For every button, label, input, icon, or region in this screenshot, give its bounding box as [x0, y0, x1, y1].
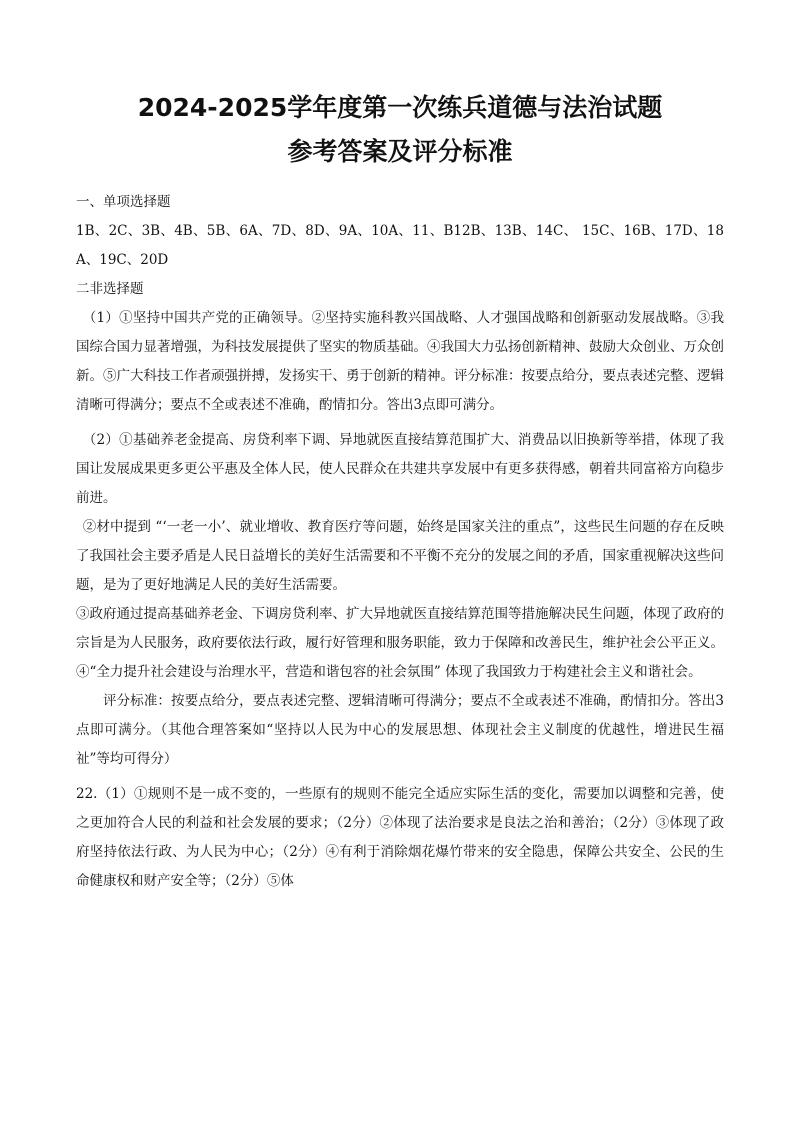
question-2-point-2: ②材中提到 “‘一老一小’、就业增收、教育医疗等问题，始终是国家关注的重点”，这些民生问题的存在反映了我国社会主要矛盾是人民日益增长的美好生活需要和不平衡不充分的发展之间的矛盾，国家重视解决这些问题，是为了更好地满足人民的美好生活需要。: [76, 519, 724, 593]
question-2-scoring: 评分标准：按要点给分，要点表述完整、逻辑清晰可得满分；要点不全或表述不准确，酌情扣分。答出3点即可满分。（其他合理答案如“坚持以人民为中心的发展思想、体现社会主义制度的优越性，增进民生福祉”等均可得分）: [76, 693, 724, 767]
question-1-answer: （1）①坚持中国共产党的正确领导。②坚持实施科教兴国战略、人才强国战略和创新驱动发展战略。③我国综合国力显著增强，为科技发展提供了坚实的物质基础。④我国大力弘扬创新精神、鼓励大众创业、万众创新。⑤广大科技工作者顽强拼搏，发扬实干、勇于创新的精神。评分标准：按要点给分，要点表述完整、逻辑清晰可得满分；要点不全或表述不准确，酌情扣分。答出3点即可满分。: [76, 310, 724, 413]
section-heading-non-choice: 二非选择题: [76, 281, 144, 297]
question-2-point-1: （2）①基础养老金提高、房贷利率下调、异地就医直接结算范围扩大、消费品以旧换新等举措，体现了我国让发展成果更多更公平惠及全体人民，使人民群众在共建共享发展中有更多获得感，朝着共同富裕方向稳步前进。: [76, 432, 724, 506]
multiple-choice-answers: 1B、2C、3B、4B、5B、6A、7D、8D、9A、10A、11、B12B、13B、14C、 15C、16B、17D、18A、19C、20D: [76, 223, 724, 268]
question-2-point-3: ③政府通过提高基础养老金、下调房贷利率、扩大异地就医直接结算范围等措施解决民生问题，体现了政府的宗旨是为人民服务，政府要依法行政，履行好管理和服务职能，致力于保障和改善民生，维护社会公平正义。: [76, 606, 724, 651]
document-subtitle: 参考答案及评分标准: [287, 137, 513, 166]
section-heading-multiple-choice: 一、单项选择题: [76, 194, 171, 210]
question-2-point-4: ④“全力提升社会建设与治理水平，营造和谐包容的社会氛围” 体现了我国致力于构建社会主义和谐社会。: [76, 664, 702, 680]
question-22-answer: 22.（1）①规则不是一成不变的，一些原有的规则不能完全适应实际生活的变化，需要加以调整和完善，使之更加符合人民的利益和社会发展的要求；（2分）②体现了法治要求是良法之治和善治；（2分）③体现了政府坚持依法行政、为人民为中心；（2分）④有利于消除烟花爆竹带来的安全隐患，保障公共安全、公民的生命健康权和财产安全等；（2分）⑤体: [76, 786, 724, 889]
document-title: 2024-2025学年度第一次练兵道德与法治试题: [137, 93, 663, 122]
